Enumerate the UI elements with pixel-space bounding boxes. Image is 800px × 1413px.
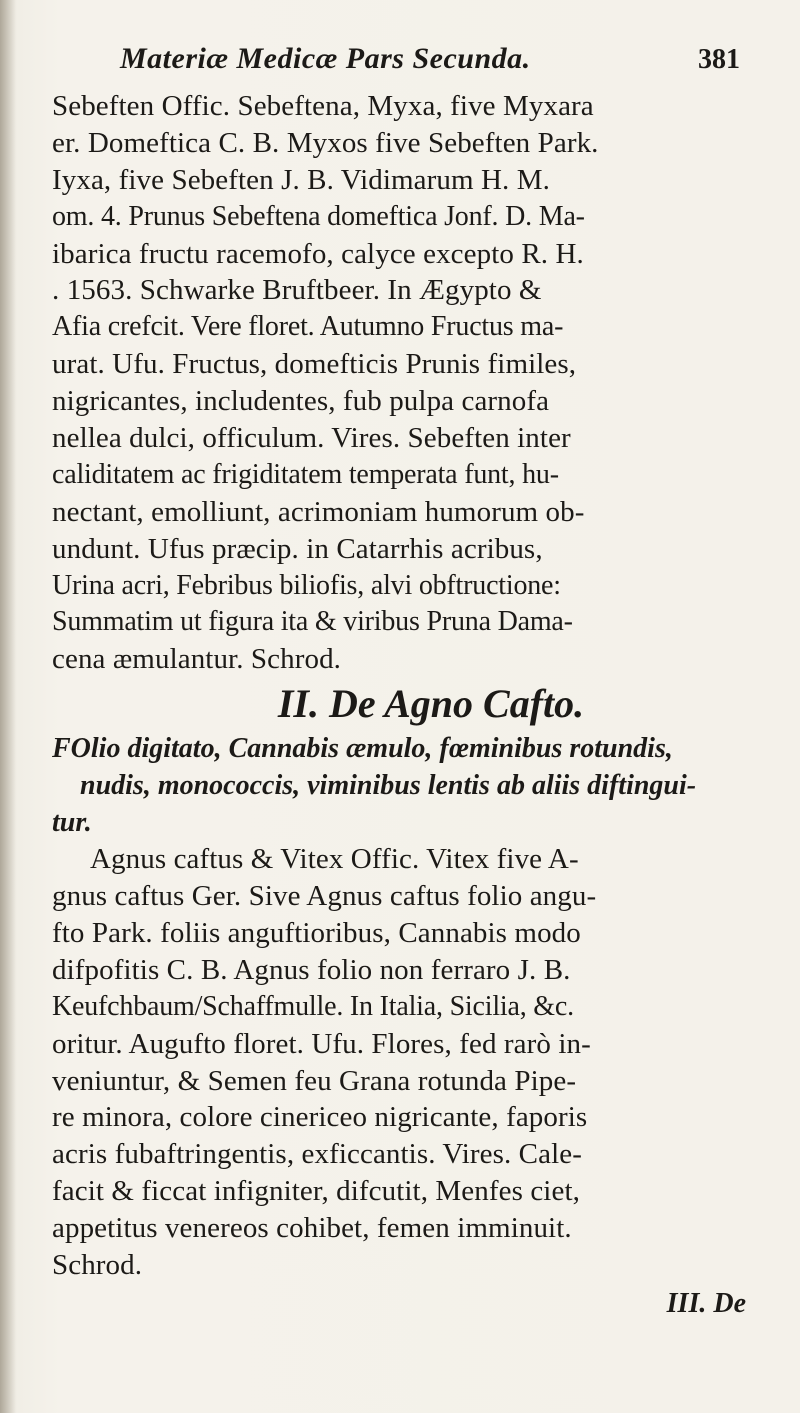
text-line: facit & ficcat infigniter, difcutit, Menfes ciet,: [52, 1175, 580, 1208]
text-line: gnus caftus Ger. Sive Agnus caftus folio angu-: [52, 880, 597, 913]
text-line: Iyxa, five Sebeften J. B. Vidimarum H. M.: [52, 163, 550, 196]
text-line: fto Park. foliis anguftioribus, Cannabis modo: [52, 917, 581, 950]
running-head: Materiæ Medicæ Pars Secunda.: [120, 42, 531, 75]
section-heading: II. De Agno Cafto.: [277, 681, 585, 727]
text-line: caliditatem ac frigiditatem temperata funt, hu-: [52, 458, 559, 490]
text-line: Urina acri, Febribus biliofis, alvi obftructione:: [52, 569, 561, 601]
text-line: acris fubaftringentis, exficcantis. Vires. Cale-: [52, 1138, 582, 1171]
gutter-shadow: [0, 0, 16, 1413]
page-number: 381: [698, 44, 740, 75]
text-line: . 1563. Schwarke Bruftbeer. In Ægypto &: [52, 274, 542, 307]
text-line: cena æmulantur. Schrod.: [52, 643, 342, 676]
description-line: tur.: [52, 807, 92, 839]
text-line: Afia crefcit. Vere floret. Autumno Fructus ma-: [52, 311, 564, 343]
section-sebesten: [52, 88, 770, 678]
text-line: difpofitis C. B. Agnus folio non ferraro J. B.: [52, 953, 571, 986]
text-line: nigricantes, includentes, fub pulpa carnofa: [52, 385, 550, 418]
text-line: ibarica fructu racemofo, calyce excepto R. H.: [52, 237, 584, 270]
catchword: III. De: [666, 1287, 746, 1319]
description-line: nudis, monococcis, viminibus lentis ab aliis diftingui-: [80, 770, 697, 802]
description-line: FOlio digitato, Cannabis æmulo, fœminibus rotundis,: [52, 733, 673, 765]
text-line: nectant, emolliunt, acrimoniam humorum ob-: [52, 495, 585, 528]
text-line: nellea dulci, officulum. Vires. Sebeften inter: [52, 422, 571, 455]
text-line: Summatim ut figura ita & viribus Pruna Dama-: [52, 606, 573, 638]
text-line: er. Domeftica C. B. Myxos five Sebeften Park.: [52, 126, 599, 159]
text-line: Sebeften Offic. Sebeftena, Myxa, five Myxara: [52, 90, 594, 122]
body-text: [52, 88, 770, 1324]
page-header: [120, 42, 740, 82]
text-line: undunt. Ufus præcip. in Catarrhis acribus,: [52, 532, 543, 565]
text-line: Agnus caftus & Vitex Offic. Vitex five A-: [90, 843, 579, 876]
text-line: oritur. Augufto floret. Ufu. Flores, fed rarò in-: [52, 1027, 591, 1060]
section-agnus-castus: [52, 678, 770, 1284]
text-line: Schrod.: [52, 1249, 143, 1282]
text-line: re minora, colore cinericeo nigricante, faporis: [52, 1101, 588, 1134]
text-line: veniuntur, & Semen feu Grana rotunda Pipe-: [52, 1064, 577, 1097]
text-line: appetitus venereos cohibet, femen imminuit.: [52, 1212, 572, 1245]
text-line: urat. Ufu. Fructus, domefticis Prunis fimiles,: [52, 348, 577, 381]
text-line: om. 4. Prunus Sebeftena domeftica Jonf. D. Ma-: [52, 200, 585, 232]
text-line: Keufchbaum/Schaffmulle. In Italia, Sicilia, &c.: [52, 990, 574, 1022]
